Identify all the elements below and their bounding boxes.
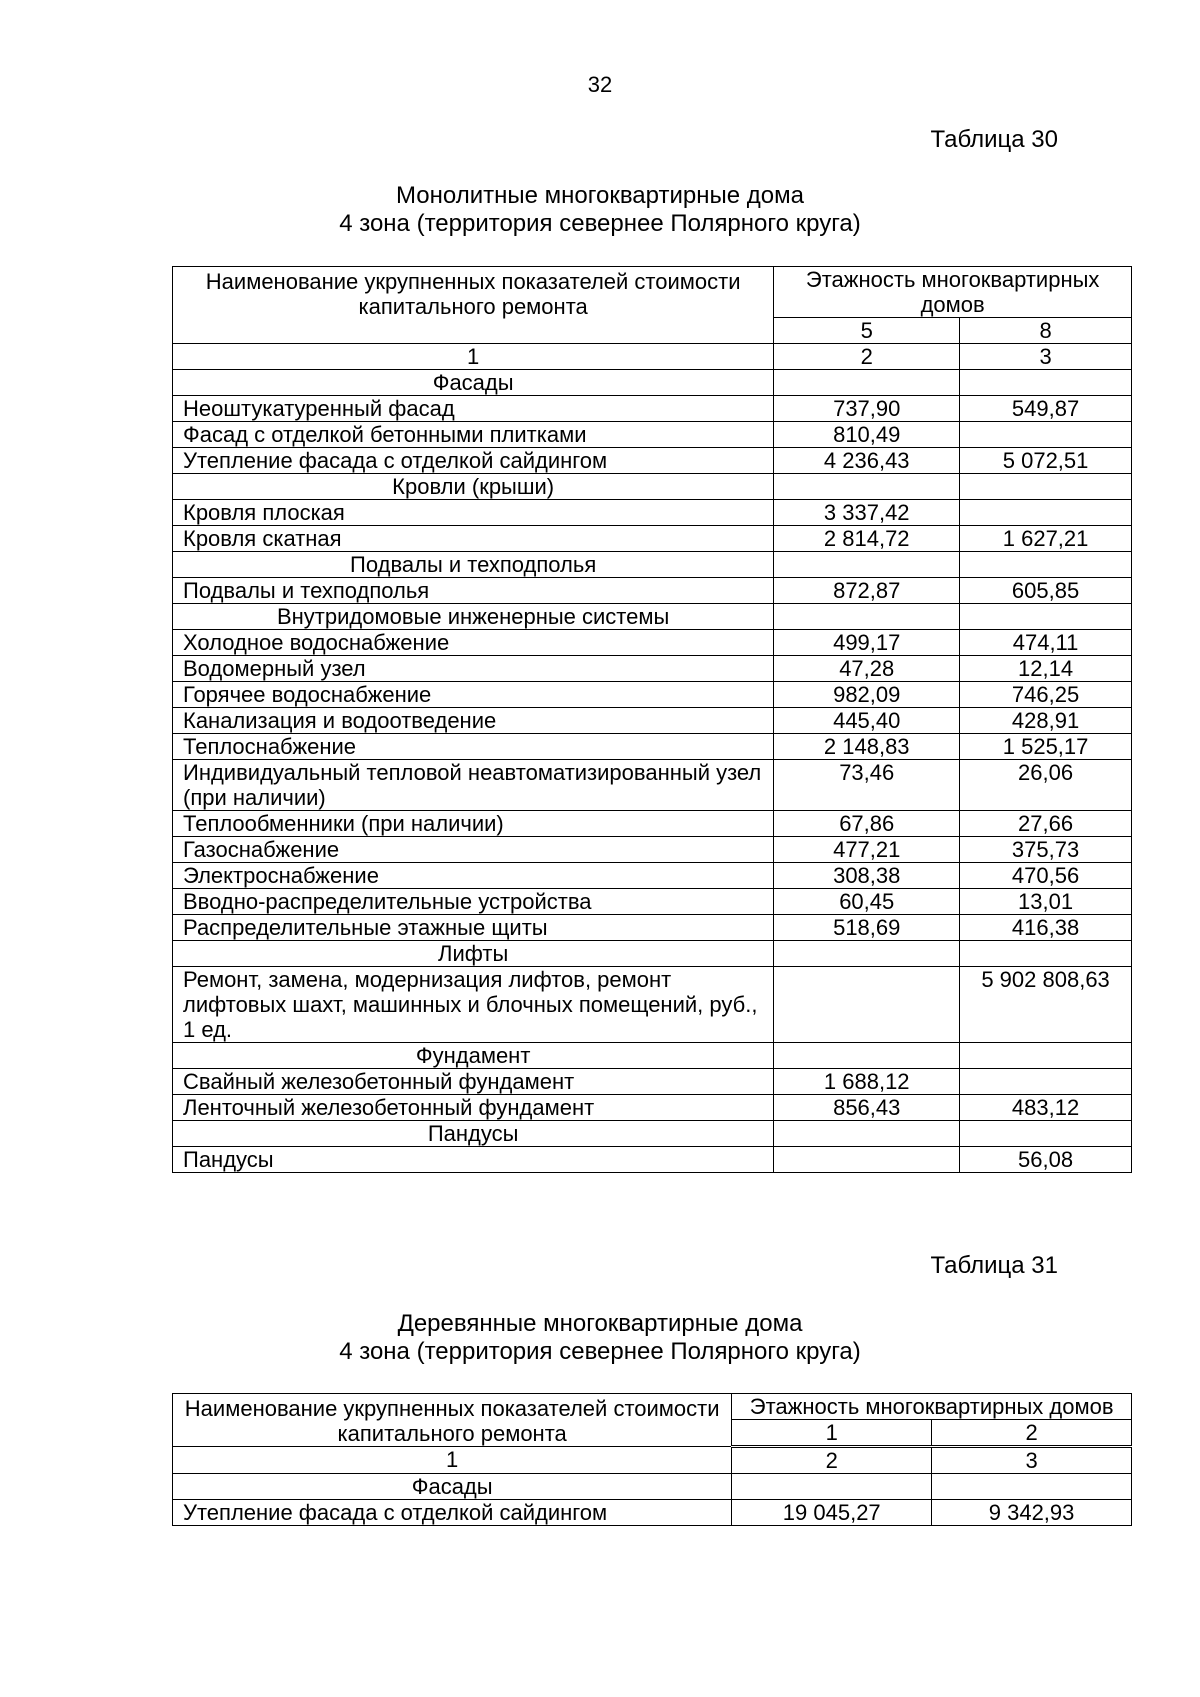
table-row: [173, 1095, 1132, 1121]
table-30-label: Таблица 30: [930, 126, 1058, 153]
section-title: Пандусы: [173, 1121, 774, 1147]
table-row: [173, 1147, 1132, 1173]
value-floor-b: 470,56: [960, 863, 1132, 889]
table-30: [172, 266, 1132, 1173]
table-row: [173, 708, 1132, 734]
section-row: [173, 474, 1132, 500]
value-floor-a: 3 337,42: [774, 500, 960, 526]
value-floor-b: 375,73: [960, 837, 1132, 863]
empty-cell: [960, 604, 1132, 630]
value-floor-a: 1 688,12: [774, 1069, 960, 1095]
section-row: [173, 941, 1132, 967]
value-floor-a: 2 148,83: [774, 734, 960, 760]
header-name-cell: Наименование укрупненных показателей стоимости капитального ремонта: [173, 1394, 732, 1447]
value-floor-b: 13,01: [960, 889, 1132, 915]
indicator-name: Ленточный железобетонный фундамент: [173, 1095, 774, 1121]
empty-cell: [960, 941, 1132, 967]
table-row: [173, 760, 1132, 811]
value-floor-a: 308,38: [774, 863, 960, 889]
value-floor-b: 1 627,21: [960, 526, 1132, 552]
empty-cell: [960, 1043, 1132, 1069]
value-floor-a: 60,45: [774, 889, 960, 915]
value-floor-b: 549,87: [960, 396, 1132, 422]
empty-cell: [774, 1121, 960, 1147]
empty-cell: [960, 1121, 1132, 1147]
section-row: [173, 552, 1132, 578]
page-number: 32: [587, 72, 613, 97]
value-floor-b: 1 525,17: [960, 734, 1132, 760]
empty-cell: [774, 474, 960, 500]
value-floor-a: 19 045,27: [732, 1500, 932, 1526]
indicator-name: Свайный железобетонный фундамент: [173, 1069, 774, 1095]
empty-cell: [932, 1474, 1132, 1500]
value-floor-b: 428,91: [960, 708, 1132, 734]
column-number-cell: 1: [173, 344, 774, 370]
empty-cell: [960, 552, 1132, 578]
table-row: [173, 630, 1132, 656]
value-floor-b: 474,11: [960, 630, 1132, 656]
table-row: [173, 1500, 1132, 1526]
column-number-cell: 3: [932, 1447, 1132, 1474]
value-floor-b: 9 342,93: [932, 1500, 1132, 1526]
table-row: [173, 811, 1132, 837]
table-row: [173, 863, 1132, 889]
floor-a-cell: 5: [774, 318, 960, 344]
indicator-name: Подвалы и техподполья: [173, 578, 774, 604]
value-floor-a: 73,46: [774, 760, 960, 811]
column-number-row: [173, 344, 1132, 370]
value-floor-a: 67,86: [774, 811, 960, 837]
table-31: [172, 1393, 1132, 1526]
floor-b-cell: 8: [960, 318, 1132, 344]
table-row: [173, 682, 1132, 708]
table-row: [173, 837, 1132, 863]
empty-cell: [774, 370, 960, 396]
value-floor-b: 5 072,51: [960, 448, 1132, 474]
table-31-title-line-1: Деревянные многоквартирные дома: [397, 1310, 803, 1337]
section-title: Лифты: [173, 941, 774, 967]
indicator-name: Вводно-распределительные устройства: [173, 889, 774, 915]
column-number-cell: 2: [774, 344, 960, 370]
value-floor-a: 810,49: [774, 422, 960, 448]
value-floor-b: [960, 500, 1132, 526]
indicator-name: Электроснабжение: [173, 863, 774, 889]
section-title: Фасады: [173, 1474, 732, 1500]
empty-cell: [960, 474, 1132, 500]
empty-cell: [774, 941, 960, 967]
value-floor-b: 483,12: [960, 1095, 1132, 1121]
section-title: Кровли (крыши): [173, 474, 774, 500]
floor-b-cell: 2: [932, 1420, 1132, 1447]
table-30-title-line-2: 4 зона (территория севернее Полярного круга): [339, 210, 861, 237]
value-floor-b: 5 902 808,63: [960, 967, 1132, 1043]
table-header-row: [173, 267, 1132, 318]
value-floor-b: 56,08: [960, 1147, 1132, 1173]
table-31-title-line-2: 4 зона (территория севернее Полярного круга): [339, 1338, 861, 1365]
header-name-cell: Наименование укрупненных показателей стоимости капитального ремонта: [173, 267, 774, 344]
section-row: [173, 370, 1132, 396]
header-floors-cell: Этажность многоквартирных домов: [732, 1394, 1132, 1420]
indicator-name: Теплообменники (при наличии): [173, 811, 774, 837]
section-title: Фасады: [173, 370, 774, 396]
value-floor-b: 416,38: [960, 915, 1132, 941]
header-floors-cell: Этажность многоквартирных домов: [774, 267, 1132, 318]
indicator-name: Горячее водоснабжение: [173, 682, 774, 708]
value-floor-a: 477,21: [774, 837, 960, 863]
table-row: [173, 500, 1132, 526]
value-floor-a: 737,90: [774, 396, 960, 422]
table-31-title: [0, 1310, 1200, 1366]
value-floor-a: 47,28: [774, 656, 960, 682]
value-floor-a: 2 814,72: [774, 526, 960, 552]
floor-a-cell: 1: [732, 1420, 932, 1447]
value-floor-a: [774, 1147, 960, 1173]
value-floor-b: 12,14: [960, 656, 1132, 682]
indicator-name: Ремонт, замена, модернизация лифтов, ремонт лифтовых шахт, машинных и блочных помещений, руб., 1 ед.: [173, 967, 774, 1043]
value-floor-b: [960, 422, 1132, 448]
section-row: [173, 1121, 1132, 1147]
table-30-title-line-1: Монолитные многоквартирные дома: [396, 182, 804, 209]
section-row: [173, 604, 1132, 630]
value-floor-a: 982,09: [774, 682, 960, 708]
column-number-cell: 2: [732, 1447, 932, 1474]
indicator-name: Неоштукатуренный фасад: [173, 396, 774, 422]
indicator-name: Индивидуальный тепловой неавтоматизированный узел (при наличии): [173, 760, 774, 811]
empty-cell: [774, 604, 960, 630]
section-title: Подвалы и техподполья: [173, 552, 774, 578]
table-row: [173, 656, 1132, 682]
column-number-row: [173, 1447, 1132, 1474]
table-row: [173, 526, 1132, 552]
value-floor-b: [960, 1069, 1132, 1095]
value-floor-b: 605,85: [960, 578, 1132, 604]
indicator-name: Распределительные этажные щиты: [173, 915, 774, 941]
indicator-name: Кровля скатная: [173, 526, 774, 552]
indicator-name: Фасад с отделкой бетонными плитками: [173, 422, 774, 448]
table-row: [173, 967, 1132, 1043]
table-row: [173, 889, 1132, 915]
column-number-cell: 3: [960, 344, 1132, 370]
column-number-cell: 1: [173, 1447, 732, 1474]
value-floor-b: 26,06: [960, 760, 1132, 811]
value-floor-a: 4 236,43: [774, 448, 960, 474]
indicator-name: Газоснабжение: [173, 837, 774, 863]
indicator-name: Теплоснабжение: [173, 734, 774, 760]
value-floor-b: 27,66: [960, 811, 1132, 837]
empty-cell: [960, 370, 1132, 396]
section-title: Внутридомовые инженерные системы: [173, 604, 774, 630]
table-header-row: [173, 1394, 1132, 1420]
value-floor-a: 518,69: [774, 915, 960, 941]
table-row: [173, 422, 1132, 448]
empty-cell: [774, 1043, 960, 1069]
indicator-name: Холодное водоснабжение: [173, 630, 774, 656]
empty-cell: [732, 1474, 932, 1500]
table-30-title: [0, 182, 1200, 238]
value-floor-a: 856,43: [774, 1095, 960, 1121]
table-row: [173, 396, 1132, 422]
value-floor-a: 445,40: [774, 708, 960, 734]
table-31-label: Таблица 31: [930, 1252, 1058, 1279]
value-floor-a: [774, 967, 960, 1043]
indicator-name: Водомерный узел: [173, 656, 774, 682]
value-floor-a: 872,87: [774, 578, 960, 604]
section-row: [173, 1043, 1132, 1069]
section-row: [173, 1474, 1132, 1500]
indicator-name: Пандусы: [173, 1147, 774, 1173]
table-row: [173, 448, 1132, 474]
table-row: [173, 915, 1132, 941]
table-row: [173, 1069, 1132, 1095]
value-floor-b: 746,25: [960, 682, 1132, 708]
value-floor-a: 499,17: [774, 630, 960, 656]
indicator-name: Утепление фасада с отделкой сайдингом: [173, 448, 774, 474]
table-row: [173, 734, 1132, 760]
empty-cell: [774, 552, 960, 578]
indicator-name: Кровля плоская: [173, 500, 774, 526]
indicator-name: Канализация и водоотведение: [173, 708, 774, 734]
table-row: [173, 578, 1132, 604]
indicator-name: Утепление фасада с отделкой сайдингом: [173, 1500, 732, 1526]
section-title: Фундамент: [173, 1043, 774, 1069]
